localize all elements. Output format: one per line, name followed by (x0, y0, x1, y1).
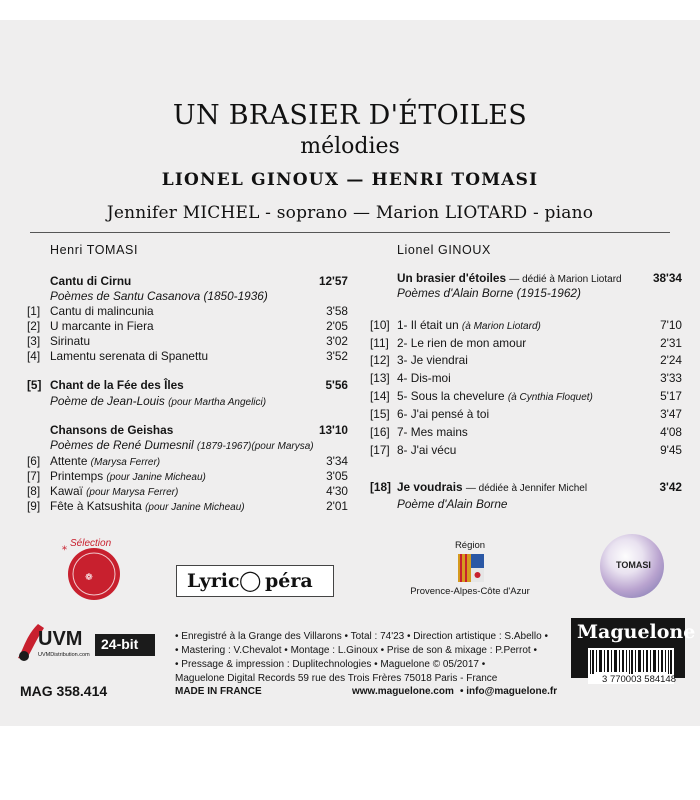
track-time: 2'31 (660, 336, 682, 350)
seal-graphic (48, 540, 126, 605)
track-number: [11] (370, 336, 389, 350)
24bit-badge (95, 634, 155, 656)
divider (30, 232, 670, 233)
tomasi-disc-logo (600, 534, 664, 598)
24bit-text: 24-bit (101, 636, 139, 652)
track-number: [18] (370, 480, 391, 494)
track-title: Lamentu serenata di Spanettu (50, 349, 209, 363)
track-time: 2'01 (326, 499, 348, 513)
track-title: 8- J'ai vécu (397, 443, 457, 457)
track-time: 3'05 (326, 469, 348, 483)
work-poet-je-voudrais: Poème d'Alain Borne (397, 497, 508, 511)
lyrico-circle-o: ◯ (239, 568, 262, 592)
track-title: Printemps (pour Janine Micheau) (50, 469, 206, 483)
track-title: 7- Mes mains (397, 425, 468, 439)
uvm-distribution-logo (14, 618, 92, 678)
track-number: [3] (27, 334, 41, 348)
track-title: Fête à Katsushita (pour Janine Micheau) (50, 499, 245, 513)
track-time: 3'02 (326, 334, 348, 348)
track-time: 3'58 (326, 304, 348, 318)
album-subtitle: mélodies (300, 134, 400, 159)
region-paca-logo (410, 540, 530, 605)
track-number: [15] (370, 407, 390, 421)
track-number: [4] (27, 349, 41, 363)
album-title: UN BRASIER D'ÉTOILES (172, 100, 528, 131)
work-poet-geishas: Poèmes de René Dumesnil (1879-1967)(pour Marysa) (50, 438, 314, 452)
uvm-text: UVM (38, 628, 83, 650)
track-time: 2'05 (326, 319, 348, 333)
work-poet-chant: Poème de Jean-Louis (pour Martha Angelici) (50, 394, 267, 408)
track-title: 4- Dis-moi (397, 371, 451, 385)
track-title: 3- Je viendrai (397, 353, 468, 367)
lyrico-text-b: péra (265, 570, 313, 592)
track-title: Attente (Marysa Ferrer) (50, 454, 161, 468)
track-time: 4'08 (660, 425, 682, 439)
track-time: 3'47 (660, 407, 682, 421)
website-link[interactable]: www.maguelone.com (352, 686, 454, 697)
track-number: [6] (27, 454, 41, 468)
track-number: [16] (370, 425, 390, 439)
work-title-geishas: Chansons de Geishas (50, 423, 174, 437)
work-title-brasier: Un brasier d'étoiles — dédié à Marion Liotard (397, 271, 622, 285)
selection-label: Sélection (70, 538, 112, 549)
work-duration-je-voudrais: 3'42 (659, 480, 682, 494)
svg-text:❁: ❁ (85, 573, 93, 583)
track-time: 3'33 (660, 371, 682, 385)
left-composer-heading: Henri TOMASI (50, 243, 139, 257)
track-number: [13] (370, 371, 390, 385)
track-number: [8] (27, 484, 41, 498)
track-number: [1] (27, 304, 41, 318)
barcode-bars (588, 650, 674, 676)
track-time: 4'30 (326, 484, 348, 498)
work-duration-chant: 5'56 (325, 378, 348, 392)
work-title-chant: Chant de la Fée des Îles (50, 378, 184, 392)
lyrico-opera-logo (176, 565, 334, 597)
track-title: U marcante in Fiera (50, 319, 154, 333)
track-title: Sirinatu (50, 334, 90, 348)
credits-line-1: • Enregistré à la Grange des Villarons • Total : 74'23 • Direction artistique : S.Abello • (175, 631, 548, 642)
track-time: 2'24 (660, 353, 682, 367)
track-number: [17] (370, 443, 390, 457)
track-number: [9] (27, 499, 41, 513)
work-title-je-voudrais: Je voudrais — dédiée à Jennifer Michel (397, 480, 588, 494)
region-name: Provence-Alpes-Côte d'Azur (410, 586, 530, 597)
work-title-cantu: Cantu di Cirnu (50, 274, 132, 288)
track-title: 5- Sous la chevelure (à Cynthia Floquet) (397, 389, 593, 403)
work-poet-cantu: Poèmes de Santu Casanova (1850-1936) (50, 289, 268, 303)
track-title: 2- Le rien de mon amour (397, 336, 527, 350)
composers-line: LIONEL GINOUX — HENRI TOMASI (161, 170, 539, 190)
barcode (588, 648, 674, 684)
svg-text:*: * (62, 545, 67, 556)
barcode-number: 3 770003 584148 (602, 674, 676, 685)
region-label: Région (454, 540, 486, 551)
track-number: [5] (27, 378, 42, 392)
maguelone-text: Maguelone (577, 621, 696, 643)
tomasi-disc-label: TOMASI (616, 560, 651, 570)
track-title: 6- J'ai pensé à toi (397, 407, 490, 421)
made-in-label: MADE IN FRANCE (175, 686, 262, 697)
track-time: 3'34 (326, 454, 348, 468)
region-coat-of-arms-icon (458, 554, 484, 582)
track-title: Kawaï (pour Marysa Ferrer) (50, 484, 179, 498)
credits-line-2: • Mastering : V.Chevalot • Montage : L.Ginoux • Prise de son & mixage : P.Perrot • (175, 645, 537, 656)
right-composer-heading: Lionel GINOUX (397, 243, 491, 257)
track-title: Cantu di malincunia (50, 304, 154, 318)
credits-line-3: • Pressage & impression : Duplitechnologies • Maguelone © 05/2017 • (175, 659, 486, 670)
track-number: [12] (370, 353, 390, 367)
performers-line: Jennifer MICHEL - soprano — Marion LIOTARD - piano (106, 203, 594, 223)
track-time: 3'52 (326, 349, 348, 363)
track-title: 1- Il était un (à Marion Liotard) (397, 318, 541, 332)
selection-seal-logo (48, 540, 126, 605)
catalog-number: MAG 358.414 (20, 683, 108, 699)
work-poet-brasier: Poèmes d'Alain Borne (1915-1962) (397, 286, 581, 300)
work-duration-brasier: 38'34 (652, 271, 682, 285)
work-duration-geishas: 13'10 (318, 423, 348, 437)
email-link[interactable]: • info@maguelone.fr (460, 686, 558, 697)
track-number: [14] (370, 389, 390, 403)
track-time: 7'10 (660, 318, 682, 332)
work-duration-cantu: 12'57 (318, 274, 348, 288)
lyrico-text-a: Lyric (187, 570, 240, 592)
address-line: Maguelone Digital Records 59 rue des Trois Frères 75018 Paris - France (175, 673, 498, 684)
track-number: [7] (27, 469, 41, 483)
track-number: [2] (27, 319, 41, 333)
uvm-subtext: UVMDistribution.com (38, 652, 90, 658)
track-time: 5'17 (660, 389, 682, 403)
track-time: 9'45 (660, 443, 682, 457)
track-number: [10] (370, 318, 390, 332)
